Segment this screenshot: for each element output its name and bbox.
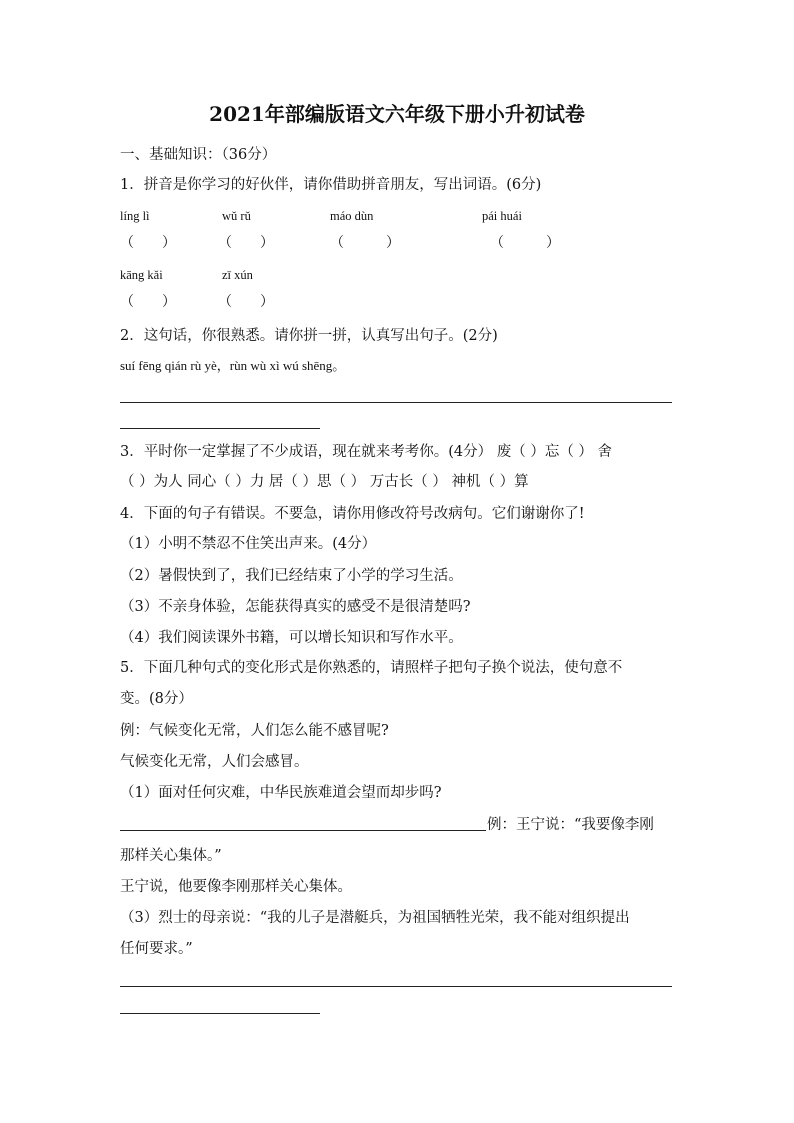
pinyin-2: wǔ rǔ <box>222 209 251 223</box>
pinyin-6: zī xún <box>222 268 253 282</box>
question-4-item-2: （2）暑假快到了，我们已经结束了小学的学习生活。 <box>120 568 463 584</box>
answer-line-item-1[interactable] <box>120 830 486 831</box>
pinyin-4: pái huái <box>482 209 522 223</box>
question-4-item-3: （3）不亲身体验，怎能获得真实的感受不是很清楚吗? <box>120 599 471 615</box>
example-2-answer: 王宁说，他要像李刚那样关心集体。 <box>120 879 352 895</box>
question-5-item-3-line-1: （3）烈士的母亲说：“我的儿子是潜艇兵，为祖国牺牲光荣，我不能对组织提出 <box>120 910 630 926</box>
question-2-prompt: 2．这句话，你很熟悉。请你拼一拼，认真写出句子。(2分) <box>120 328 498 344</box>
example-1: 例：气候变化无常，人们怎么能不感冒呢? <box>120 723 389 739</box>
example-2-part-1: 例：王宁说：“我要像李刚 <box>487 817 654 833</box>
question-4-item-1: （1）小明不禁忍不住笑出声来。(4分） <box>120 536 377 552</box>
pinyin-5: kāng kǎi <box>120 268 163 282</box>
section-heading: 一、基础知识：（36分） <box>120 147 277 163</box>
question-4-item-4: （4）我们阅读课外书籍，可以增长知识和写作水平。 <box>120 630 463 646</box>
question-5-item-3-line-2: 任何要求。” <box>120 941 193 957</box>
question-5-prompt-2: 变。(8分） <box>120 691 193 707</box>
example-1-answer: 气候变化无常，人们会感冒。 <box>120 754 309 770</box>
question-1-prompt: 1．拼音是你学习的好伙伴，请你借助拼音朋友，写出词语。(6分) <box>120 177 542 193</box>
answer-blank-4[interactable]: （ ） <box>490 235 560 251</box>
answer-line-item-3-short[interactable] <box>120 1013 320 1014</box>
pinyin-3: máo dùn <box>330 209 374 223</box>
answer-line[interactable] <box>120 402 672 403</box>
question-3-line-1: 3．平时你一定掌握了不少成语，现在就来考考你。(4分） 废（ ）忘（ ） 舍 <box>120 444 613 460</box>
question-2-pinyin: suí fēng qián rù yè，rùn wù xì wú shēng。 <box>120 358 346 373</box>
pinyin-1: líng lì <box>120 209 150 223</box>
answer-blank-5[interactable]: （ ） <box>120 294 176 310</box>
page-title: 2021年部编版语文六年级下册小升初试卷 <box>209 102 585 126</box>
answer-blank-2[interactable]: （ ） <box>218 235 274 251</box>
answer-blank-1[interactable]: （ ） <box>120 235 176 251</box>
example-2-part-2: 那样关心集体。” <box>120 848 222 864</box>
answer-line-item-3[interactable] <box>120 986 672 987</box>
question-5-item-1: （1）面对任何灾难，中华民族难道会望而却步吗? <box>120 785 442 801</box>
answer-blank-6[interactable]: （ ） <box>218 294 274 310</box>
question-5-prompt-1: 5．下面几种句式的变化形式是你熟悉的，请照样子把句子换个说法，使句意不 <box>120 660 623 676</box>
question-3-line-2: （ ）为人 同心（ ）力 居（ ）思（ ） 万古长（ ） 神机（ ）算 <box>120 474 529 490</box>
answer-line-short[interactable] <box>120 428 320 429</box>
question-4-prompt: 4．下面的句子有错误。不要急，请你用修改符号改病句。它们谢谢你了! <box>120 506 585 522</box>
answer-blank-3[interactable]: （ ） <box>330 235 400 251</box>
